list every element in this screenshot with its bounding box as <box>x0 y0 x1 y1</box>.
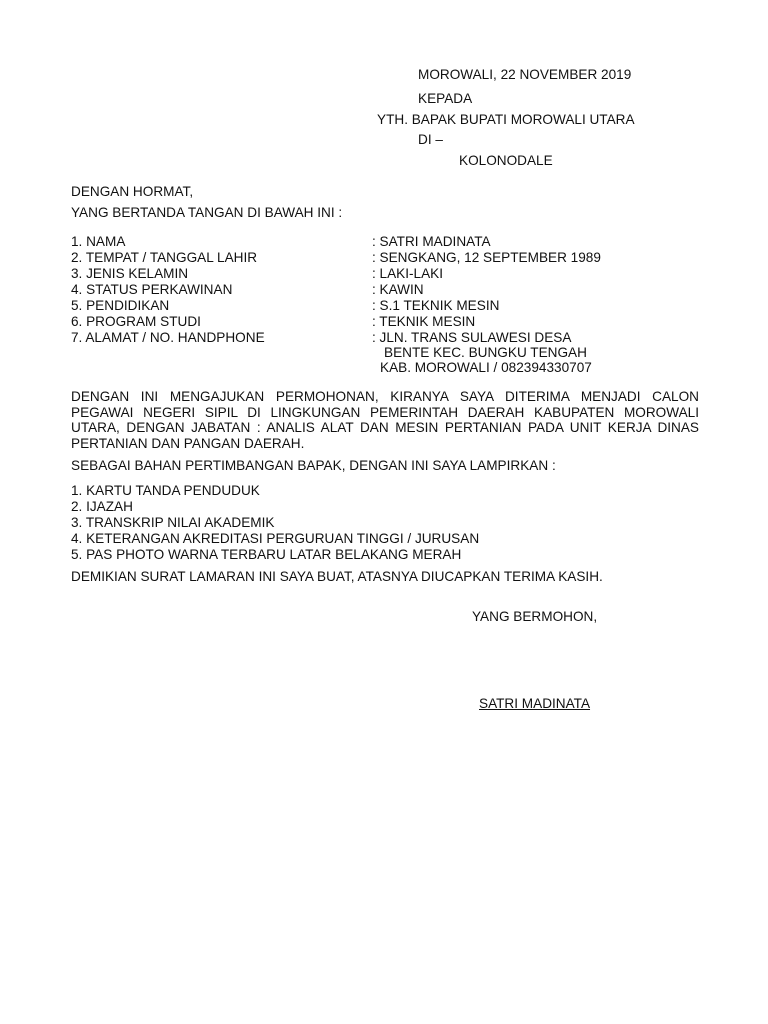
attachment-item: 5. PAS PHOTO WARNA TERBARU LATAR BELAKANG MERAH <box>71 547 462 562</box>
intro-line: YANG BERTANDA TANGAN DI BAWAH INI : <box>71 205 343 220</box>
address-line-3: KAB. MOROWALI / 082394330707 <box>380 360 592 375</box>
field-value: : LAKI-LAKI <box>372 266 444 281</box>
signer-name: SATRI MADINATA <box>479 696 591 711</box>
field-label: 1. NAMA <box>71 234 126 249</box>
field-value: : SATRI MADINATA <box>372 234 491 249</box>
field-label: 4. STATUS PERKAWINAN <box>71 282 233 297</box>
field-label: 6. PROGRAM STUDI <box>71 314 201 329</box>
application-paragraph: DENGAN INI MENGAJUKAN PERMOHONAN, KIRANYA SAYA DITERIMA MENJADI CALON PEGAWAI NEGERI SIPIL DI LINGKUNGAN PEMERINTAH DAERAH KABUPATEN MOROWALI UTARA, DENGAN JABATAN : ANALIS ALAT DAN MESIN PERTANIAN PADA UNIT KERJA DINAS PERTANIAN DAN PANGAN DAERAH. <box>71 389 699 451</box>
attachment-item: 4. KETERANGAN AKREDITASI PERGURUAN TINGGI / JURUSAN <box>71 531 480 546</box>
field-value: : TEKNIK MESIN <box>372 314 476 329</box>
attachment-item: 1. KARTU TANDA PENDUDUK <box>71 483 260 498</box>
recipient-city: KOLONODALE <box>459 153 553 168</box>
greeting: DENGAN HORMAT, <box>71 184 194 199</box>
field-value: : KAWIN <box>372 282 424 297</box>
recipient: YTH. BAPAK BUPATI MOROWALI UTARA <box>377 112 635 127</box>
closing-sentence: DEMIKIAN SURAT LAMARAN INI SAYA BUAT, ATASNYA DIUCAPKAN TERIMA KASIH. <box>71 569 603 584</box>
signoff: YANG BERMOHON, <box>472 609 598 624</box>
field-value: : JLN. TRANS SULAWESI DESA <box>372 330 572 345</box>
attachments-intro: SEBAGAI BAHAN PERTIMBANGAN BAPAK, DENGAN INI SAYA LAMPIRKAN : <box>71 458 556 473</box>
address-line-2: BENTE KEC. BUNGKU TENGAH <box>384 345 587 360</box>
recipient-di: DI – <box>418 132 443 147</box>
field-value: : S.1 TEKNIK MESIN <box>372 298 500 313</box>
place-date: MOROWALI, 22 NOVEMBER 2019 <box>418 67 632 82</box>
attachment-item: 3. TRANSKRIP NILAI AKADEMIK <box>71 515 275 530</box>
attachment-item: 2. IJAZAH <box>71 499 133 514</box>
field-value: : SENGKANG, 12 SEPTEMBER 1989 <box>372 250 601 265</box>
to-label: KEPADA <box>418 91 473 106</box>
field-label: 5. PENDIDIKAN <box>71 298 170 313</box>
field-label: 2. TEMPAT / TANGGAL LAHIR <box>71 250 258 265</box>
field-label: 3. JENIS KELAMIN <box>71 266 189 281</box>
field-label: 7. ALAMAT / NO. HANDPHONE <box>71 330 265 345</box>
